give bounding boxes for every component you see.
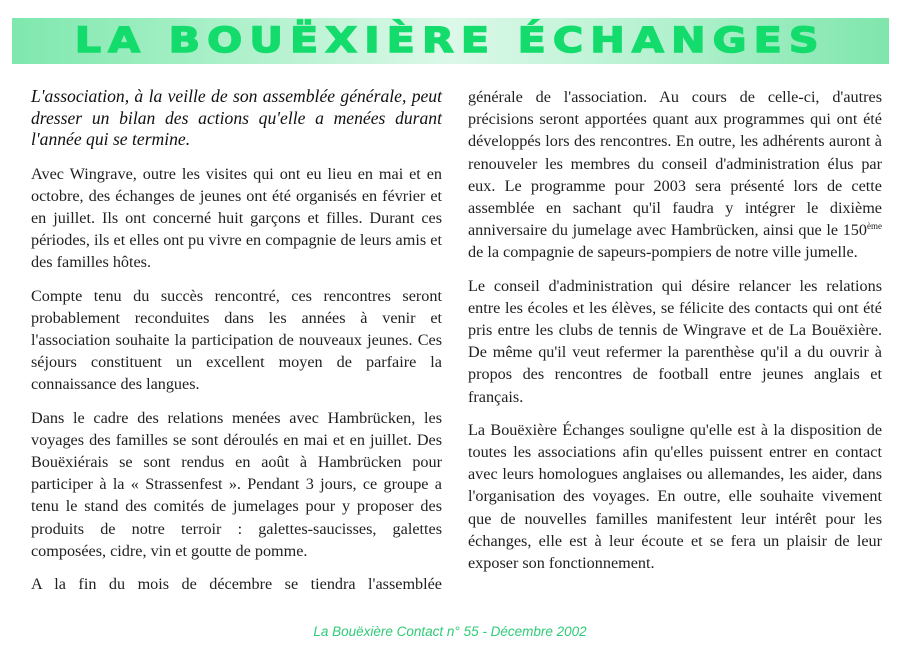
- paragraph-assembly-start: A la fin du mois de décembre se tiendra l'assemblée: [31, 574, 442, 593]
- paragraph-council: Le conseil d'administration qui désire relancer les relations entre les écoles et les élèves, se félicite des contacts qui ont été pris entre les clubs de tennis de Wingrave et de La Bouëxière. De même qu'il veut refermer la parenthèse qu'il a du ouvrir à propos des rencontres de football entre jeunes anglais et français.: [468, 276, 882, 406]
- assembly-text: générale de l'association. Au cours de celle-ci, d'autres précisions seront apportées quant aux programmes qui ont été développés lors des rencontres. En outre, les adhérents auront à renouveler les membres du conseil d'administration élus par eux. Le programme pour 2003 sera présenté lors de cette assemblée en sachant qu'il faudra y intégrer le dixième anniversaire du jumelage avec Hambrücken, ainsi que le 150: [468, 88, 882, 240]
- paragraph-success: Compte tenu du succès rencontré, ces rencontres seront probablement reconduites dans les années à venir et l'association souhaite la participation de nouveaux jeunes. Ces séjours constituent un excellent moyen de parfaire la connaissance des langues.: [31, 286, 442, 394]
- paragraph-wingrave: Avec Wingrave, outre les visites qui ont eu lieu en mai et en octobre, des échanges de jeunes ont été organisés en février et en juillet. Ils ont concerné huit garçons et filles. Durant ces périodes, ils et elles ont pu vivre en compagnie de leurs amis et des familles hôtes.: [31, 164, 442, 272]
- paragraph-availability: La Bouëxière Échanges souligne qu'elle est à la disposition de toutes les associations afin qu'elles puissent entrer en contact avec leurs homologues anglaises ou allemandes, les aider, dans l'organisation des voyages. En outre, elle souhaite vivement que de nouvelles familles manifestent leur intérêt pour les échanges, elle est à leur écoute et se fera un plaisir de leur exposer son fonctionnement.: [468, 420, 882, 573]
- ordinal-superscript: ème: [867, 221, 882, 232]
- paragraph-assembly-continued: [468, 86, 882, 264]
- page-footer: La Bouëxière Contact n° 55 - Décembre 2002: [313, 624, 587, 639]
- left-column: [31, 86, 442, 595]
- right-column: [468, 86, 882, 585]
- title-banner: [12, 18, 889, 64]
- assembly-text-end: de la compagnie de sapeurs-pompiers de notre ville jumelle.: [468, 243, 858, 262]
- page-title: LA BOUËXIÈRE ÉCHANGES: [75, 20, 826, 61]
- paragraph-hambrucken: Dans le cadre des relations menées avec Hambrücken, les voyages des familles se sont déroulés en mai et en juillet. Des Bouëxiérais se sont rendus en août à Hambrücken pour participer à la « Strassenfest ». Pendant 3 jours, ce groupe a tenu le stand des comités de jumelages pour y proposer des produits de notre terroir : galettes-saucisses, galettes composées, cidre, vin et goutte de pomme.: [31, 408, 442, 560]
- intro-paragraph: L'association, à la veille de son assemblée générale, peut dresser un bilan des actions qu'elle a menées durant l'année qui se termine.: [31, 86, 442, 149]
